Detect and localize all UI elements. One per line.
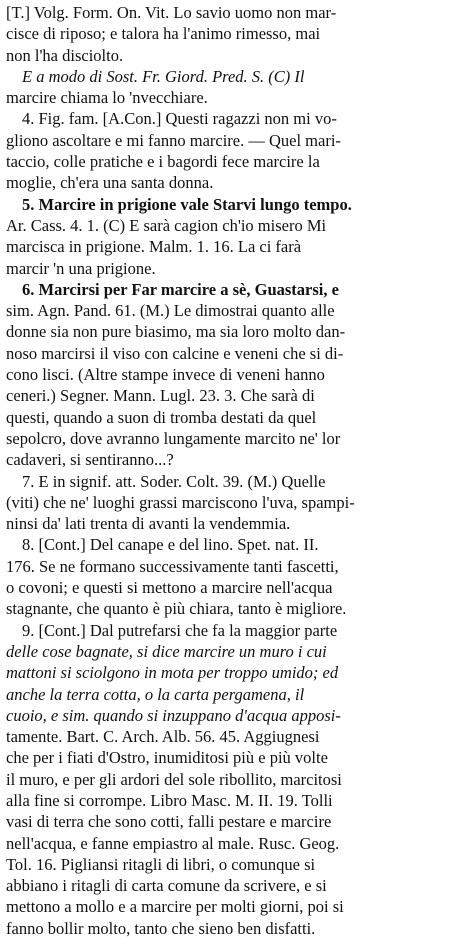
text-line: marcire chiama lo 'nvecchiare. — [6, 88, 208, 108]
text-line: taccio, colle pratiche e i bagordi fece marcire la — [6, 152, 320, 172]
text-line: noso marcirsi il viso con calcine e veneni che si di- — [6, 343, 344, 363]
paragraph — [6, 471, 458, 535]
text-line: ceneri.) Segner. Mann. Lugl. 23. 3. Che sarà di — [6, 386, 315, 406]
text-line: cisce di riposo; e talora ha l'animo rimesso, mai — [6, 24, 321, 44]
paragraph — [6, 108, 458, 193]
text-line: 6. Marcirsi per Far marcire a sè, Guastarsi, e — [22, 279, 339, 299]
text-line: Ar. Cass. 4. 1. (C) E sarà cagion ch'io misero Mi — [6, 215, 327, 235]
text-line: E a modo di Sost. Fr. Giord. Pred. S. (C) Il — [22, 66, 305, 86]
text-line: 5. Marcire in prigione vale Starvi lungo tempo. — [22, 194, 352, 214]
text-line: nell'acqua, e fanne empiastro al male. Rusc. Geog. — [6, 833, 340, 853]
paragraph — [6, 2, 458, 66]
text-line: il muro, e per gli ardori del sole ribollito, marcitosi — [6, 769, 342, 789]
text-line: 8. [Cont.] Del canape e del lino. Spet. nat. II. — [22, 535, 319, 555]
text-line: mettono a mollo e a marcire per molti giorni, poi si — [6, 897, 344, 917]
text-line: mattoni si sciolgono in mota per troppo umido; ed — [6, 663, 339, 683]
text-line: marcisca in prigione. Malm. 1. 16. La ci farà — [6, 237, 302, 257]
text-line: abbiano i ritagli di carta comune da scrivere, e si — [6, 876, 327, 896]
text-line: vasi di terra che sono cotti, falli pestare e marcire — [6, 812, 332, 832]
paragraph — [6, 534, 458, 619]
text-line: questi, quando a suon di tromba destati da quel — [6, 407, 317, 427]
text-line: cadaveri, si sentiranno...? — [6, 450, 174, 470]
text-line: sepolcro, dove avranno lungamente marcito ne' lor — [6, 428, 341, 448]
text-line: tamente. Bart. C. Arch. Alb. 56. 45. Aggiugnesi — [6, 727, 320, 747]
paragraph — [6, 620, 458, 939]
text-line: [T.] Volg. Form. On. Vit. Lo savio uomo non mar- — [6, 3, 337, 22]
text-line: che per i fiati d'Ostro, inumiditosi più e più volte — [6, 748, 328, 768]
text-line: 176. Se ne formano successivamente tanti fascetti, — [6, 556, 339, 576]
text-line: cuoio, e sim. quando si inzuppano d'acqua apposi- — [6, 705, 341, 725]
text-line: (viti) che ne' luoghi grassi marciscono l'uva, spampi- — [6, 492, 355, 512]
text-line: moglie, ch'era una santa donna. — [6, 173, 214, 193]
text-line: anche la terra cotta, o la carta pergamena, il — [6, 684, 305, 704]
text-line: ninsi da' lati trenta di avanti la vendemmia. — [6, 514, 291, 534]
text-line: 4. Fig. fam. [A.Con.] Questi ragazzi non mi vo- — [22, 109, 337, 129]
text-line: 7. E in signif. att. Soder. Colt. 39. (M.) Quelle — [22, 471, 326, 491]
text-line: marcir 'n una prigione. — [6, 258, 156, 278]
text-line: o covoni; e questi si mettono a marcire nell'acqua — [6, 578, 333, 598]
text-line: sim. Agn. Pand. 61. (M.) Le dimostrai quanto alle — [6, 301, 335, 321]
text-line: delle cose bagnate, si dice marcire un muro i cui — [6, 641, 327, 661]
paragraph — [6, 66, 458, 109]
text-line: non l'ha disciolto. — [6, 45, 124, 65]
text-line: stagnante, che quanto è più chiara, tanto è migliore. — [6, 599, 347, 619]
text-line: donne sia non pure biasimo, ma sia loro molto dan- — [6, 322, 346, 342]
paragraph — [6, 194, 458, 279]
paragraph — [6, 279, 458, 471]
text-line: fanno bollir molto, tanto che sieno ben disfatti. — [6, 918, 316, 938]
text-line: cono lisci. (Altre stampe invece di veneni hanno — [6, 365, 325, 385]
text-line: alla fine si corrompe. Libro Masc. M. II. 19. Tolli — [6, 790, 333, 810]
text-line: Tol. 16. Pigliansi ritagli di libri, o comunque si — [6, 854, 316, 874]
dictionary-page — [6, 2, 458, 938]
text-line: gliono ascoltare e mi fanno marcire. — Quel mari- — [6, 130, 341, 150]
text-line: 9. [Cont.] Dal putrefarsi che fa la maggior parte — [22, 620, 338, 640]
